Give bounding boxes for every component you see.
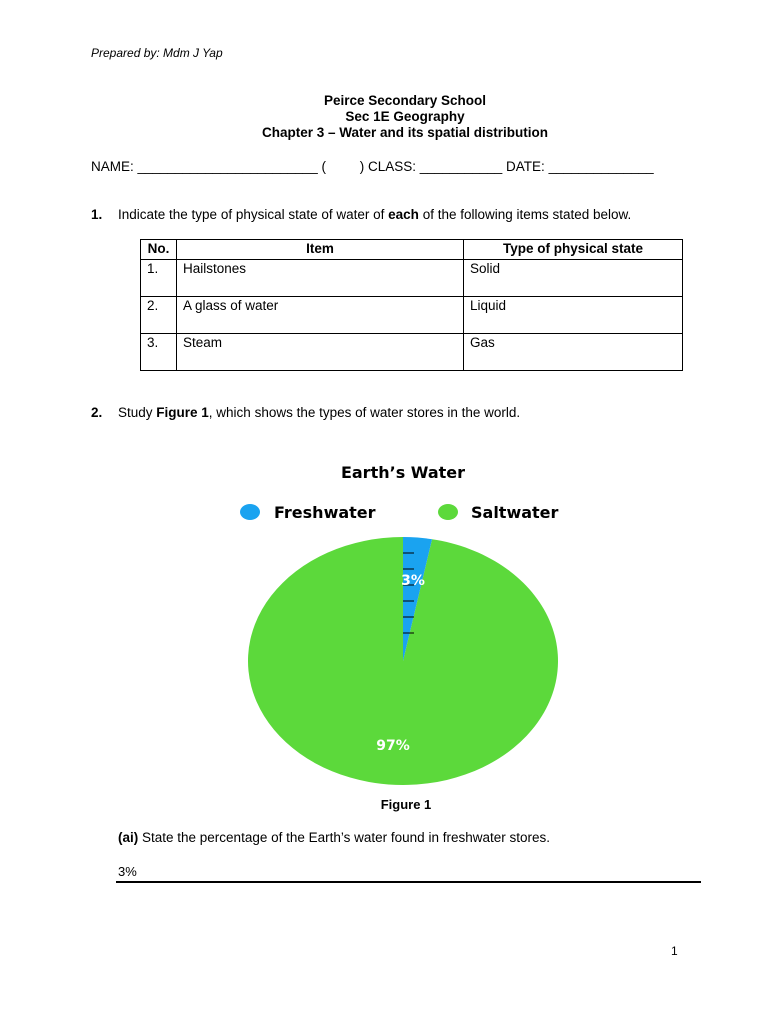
subject-title: Sec 1E Geography (345, 109, 465, 124)
data-label-saltwater: 97% (376, 738, 410, 754)
data-label-freshwater: 3% (401, 573, 425, 589)
answer-text: 3% (118, 864, 137, 879)
row-no: 3. (141, 334, 177, 371)
question-2-text-end: , which shows the types of water stores in the world. (208, 405, 521, 420)
question-1 (91, 207, 631, 222)
row-state: Solid (464, 260, 683, 297)
row-no: 2. (141, 297, 177, 334)
legend-saltwater-swatch (438, 504, 458, 520)
question-1-number: 1. (91, 207, 103, 222)
legend-saltwater-label: Saltwater (471, 503, 559, 522)
question-ai-label: (ai) (118, 830, 139, 845)
prepared-by: Prepared by: Mdm J Yap (91, 46, 223, 60)
figure-caption: Figure 1 (380, 797, 432, 812)
legend-freshwater-swatch (240, 504, 260, 520)
question-2 (91, 405, 520, 420)
legend-freshwater-label: Freshwater (274, 503, 376, 522)
row-item: A glass of water (177, 297, 464, 334)
row-state: Gas (464, 334, 683, 371)
question-ai (118, 830, 550, 845)
question-2-number: 2. (91, 405, 103, 420)
header-no: No. (141, 240, 177, 260)
row-item: Steam (177, 334, 464, 371)
question-ai-text: State the percentage of the Earth’s water found in freshwater stores. (138, 830, 550, 845)
question-2-text-start: Study (118, 405, 157, 420)
table-row (141, 334, 683, 371)
question-1-text-start: Indicate the type of physical state of water of (118, 207, 389, 222)
header-state: Type of physical state (464, 240, 683, 260)
table-row (141, 260, 683, 297)
row-no: 1. (141, 260, 177, 297)
answer-line (116, 881, 701, 883)
earths-water-pie-chart (230, 455, 570, 795)
physical-state-table (140, 239, 683, 371)
question-1-text-bold: each (388, 207, 419, 222)
chart-title: Earth’s Water (340, 463, 466, 482)
school-name: Peirce Secondary School (323, 93, 487, 108)
question-1-text-end: of the following items stated below. (418, 207, 632, 222)
row-item: Hailstones (177, 260, 464, 297)
header-item: Item (177, 240, 464, 260)
chapter-title: Chapter 3 – Water and its spatial distribution (261, 125, 549, 140)
question-2-text-bold: Figure 1 (156, 405, 209, 420)
row-state: Liquid (464, 297, 683, 334)
name-class-date-line: NAME: ________________________ ( ) CLASS: ___________ DATE: ______________ (91, 159, 654, 174)
table-header-row (141, 240, 683, 260)
table-row (141, 297, 683, 334)
page-number: 1 (671, 944, 678, 958)
